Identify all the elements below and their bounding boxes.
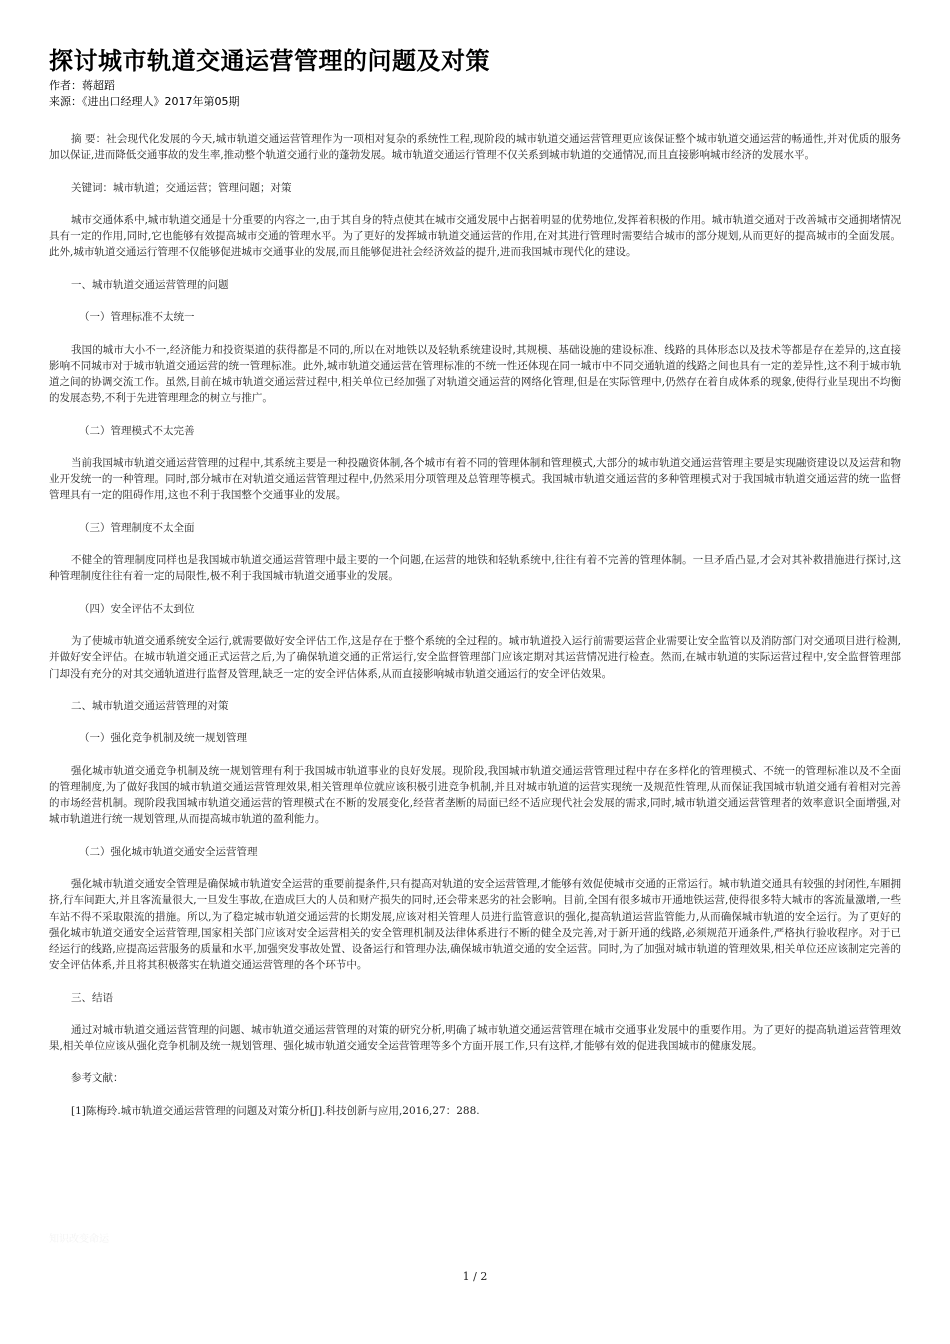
subsection-heading: （三）管理制度不太全面: [79, 521, 195, 534]
references-heading: 参考文献：: [71, 1072, 124, 1085]
body-paragraph: 我国的城市大小不一,经济能力和投资渠道的获得都是不同的,所以在对地铁以及轻轨系统建设时,其规模、基础设施的建设标准、线路的具体形态以及技术等都是存在差异的,这直接影响不同城市对于城市轨道交通运营的统一管理标准。此外,城市轨道交通运营在管理标准的不统一性还体现在同一城市中不同交通轨道的线路之间也具有一定的差异性,这不利于城市轨道之间的协调交流工作。虽然,目前在城市轨道交通运营过程中,相关单位已经加强了对轨道交通运营的网络化管理,但是在实际管理中,仍然存在着自成体系的现象,使得行业呈现出不均衡的发展态势,不利于先进管理理念的树立与推广。: [49, 343, 901, 405]
subsection-heading: （一）强化竞争机制及统一规划管理: [79, 732, 247, 745]
section-heading: 三、结语: [71, 991, 113, 1004]
body-paragraph: 当前我国城市轨道交通运营管理的过程中,其系统主要是一种投融资体制,各个城市有着不同的管理体制和管理模式,大部分的城市轨道交通运营管理主要是实现融资建设以及运营和物业开发统一的一种管理。同时,部分城市在对轨道交通运营管理过程中,仍然采用分项管理及总管理等模式。我国城市轨道交通运营的多种管理模式对于我国城市轨道交通运营的统一监督管理具有一定的阻碍作用,这也不利于我国整个交通事业的发展。: [49, 456, 901, 502]
page-indicator: 1 / 2: [462, 1270, 488, 1283]
body-paragraph: 为了使城市轨道交通系统安全运行,就需要做好安全评估工作,这是存在于整个系统的全过程的。城市轨道投入运行前需要运营企业需要让安全监管以及消防部门对交通项目进行检测,并做好安全评估。在城市轨道交通正式运营之后,为了确保轨道交通的正常运行,安全监督管理部门应该定期对其运营情况进行检查。然而,在城市轨道的实际运营过程中,安全监督管理部门却没有充分的对其交通轨道进行监督及管理,缺乏一定的安全评估体系,从而直接影响城市轨道交通运行的安全评估效果。: [49, 635, 901, 680]
subsection-heading: （一）管理标准不太统一: [79, 311, 195, 324]
document-page: [49, 44, 901, 1135]
subsection-heading: （二）管理模式不太完善: [79, 424, 195, 437]
document-title: 探讨城市轨道交通运营管理的问题及对策: [49, 47, 490, 75]
intro-paragraph: 城市交通体系中,城市轨道交通是十分重要的内容之一,由于其自身的特点使其在城市交通发展中占据着明显的优势地位,发挥着积极的作用。城市轨道交通对于改善城市交通拥堵情况具有一定的作用,同时,它也能够有效提高城市交通的管理水平。为了更好的发挥城市轨道交通运营的作用,在对其进行管理时需要结合城市的部分规划,从而更好的提高城市的全面发展。此外,城市轨道交通运行管理不仅能够促进城市交通事业的发展,而且能够促进社会经济效益的提升,进而我国城市现代化的建设。: [49, 213, 901, 259]
body-paragraph: 强化城市轨道交通安全管理是确保城市轨道安全运营的重要前提条件,只有提高对轨道的安全运营管理,才能够有效促使城市交通的正常运行。城市轨道交通具有较强的封闭性,车厢拥挤,行车间距大,并且客流量很大,一旦发生事故,在造成巨大的人员和财产损失的同时,还会带来恶劣的社会影响。目前,全国有很多城市开通地铁运营,使得很多特大城市的客流量激增,一些车站不得不采取限流的措施。所以,为了稳定城市轨道交通运营的长期发展,应该对相关管理人员进行监管意识的强化,提高轨道运营监管能力,从而确保城市轨道的安全运行。为了更好的强化城市轨道交通安全运营管理,国家相关部门应该对安全运营相关的安全管理机制及法律体系进行不断的健全及完善,对于新开通的线路,必须规范开通条件,严格执行验收程序。对于已经运行的线路,应提高运营服务的质量和水平,加强突发事故处置、设备运行和管理办法,确保城市轨道交通的安全运营。同时,为了加强对城市轨道的管理效果,相关单位还应该制定完善的安全评估体系,并且将其积极落实在轨道交通运营管理的各个环节中。: [49, 878, 901, 972]
author-line: 作者：蒋超蹈: [49, 79, 115, 92]
abstract-paragraph: 摘 要：社会现代化发展的今天,城市轨道交通运营管理作为一项相对复杂的系统性工程,现阶段的城市轨道交通运营管理更应该保证整个城市轨道交通运营的畅通性,并对优质的服务加以保证,进而降低交通事故的发生率,推动整个轨道交通行业的蓬勃发展。城市轨道交通运行管理不仅关系到城市轨道的交通情况,而且直接影响城市经济的发展水平。: [49, 133, 901, 162]
body-paragraph: 不健全的管理制度同样也是我国城市轨道交通运营管理中最主要的一个问题,在运营的地铁和轻轨系统中,往往有着不完善的管理体制。一旦矛盾凸显,才会对其补救措施进行探讨,这种管理制度往往有着一定的局限性,极不利于我国城市轨道交通事业的发展。: [49, 554, 901, 583]
conclusion-paragraph: 通过对城市轨道交通运营管理的问题、城市轨道交通运营管理的对策的研究分析,明确了城市轨道交通运营管理在城市交通事业发展中的重要作用。为了更好的提高轨道运营管理效果,相关单位应该从强化竞争机制及统一规划管理、强化城市轨道交通安全运营管理等多个方面开展工作,只有这样,才能够有效的促进我国城市的健康发展。: [49, 1023, 901, 1053]
section-heading: 二、城市轨道交通运营管理的对策: [71, 699, 229, 712]
source-line: 来源：《进出口经理人》2017年第05期: [49, 95, 240, 108]
article-body: [49, 131, 901, 1119]
section-heading: 一、城市轨道交通运营管理的问题: [71, 278, 229, 291]
reference-item: [1]陈梅玲.城市轨道交通运营管理的问题及对策分析[J].科技创新与应用,2016,27：288.: [71, 1104, 480, 1117]
keywords-paragraph: 关键词：城市轨道；交通运营；管理问题；对策: [71, 181, 292, 194]
subsection-heading: （四）安全评估不太到位: [79, 602, 195, 615]
body-paragraph: 强化城市轨道交通竞争机制及统一规划管理有利于我国城市轨道事业的良好发展。现阶段,我国城市轨道交通运营管理过程中存在多样化的管理模式、不统一的管理标准以及不全面的管理制度,为了做好我国的城市轨道交通运营管理效果,相关管理单位就应该积极引进竞争机制,并且对城市轨道的运营实现统一及规范性管理,从而保证我国城市轨道交通有着相对完善的市场经营机制。现阶段我国城市轨道交通运营的管理模式在不断的发展变化,经营者垄断的局面已经不适应现代社会发展的需求,同时,城市轨道交通运营管理者的效率意识全面增强,对城市轨道进行统一规划管理,从而提高城市轨道的盈利能力。: [49, 764, 901, 826]
subsection-heading: （二）强化城市轨道交通安全运营管理: [79, 845, 258, 858]
watermark-text: 知识改变命运: [49, 1234, 109, 1245]
